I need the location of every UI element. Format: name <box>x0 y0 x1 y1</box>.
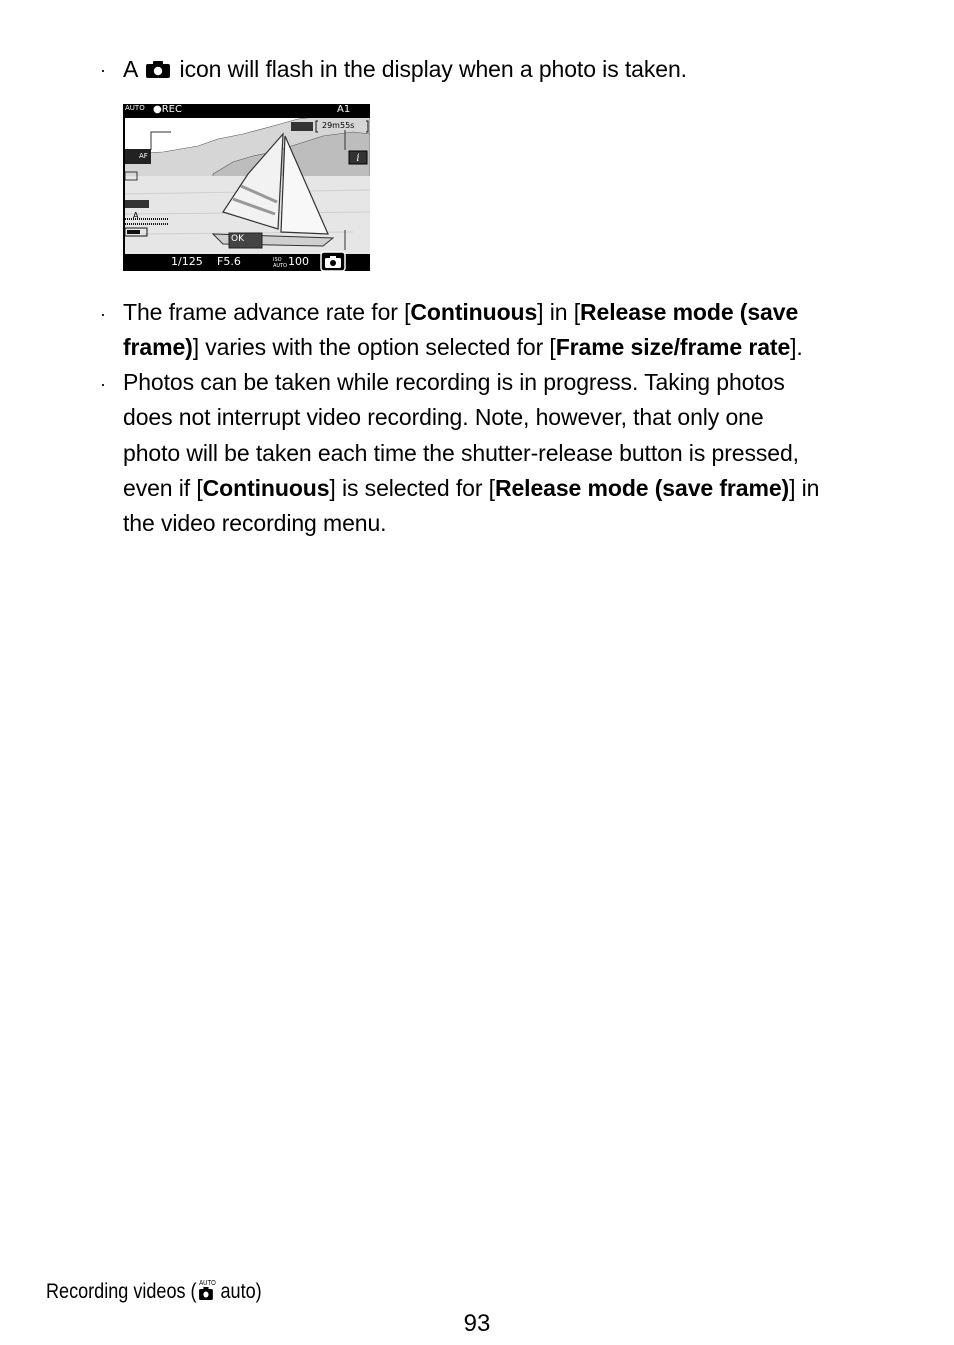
camera-display-illustration <box>123 104 370 271</box>
footer-label-after: auto) <box>215 1280 262 1303</box>
shutter-prefix: 1/ <box>171 255 182 268</box>
text-segment: A <box>123 56 144 82</box>
text-segment: ] in [ <box>537 299 581 325</box>
bold-term: Release mode (save <box>580 299 799 325</box>
paragraph-line <box>123 56 687 85</box>
bold-term: Release mode (save frame) <box>494 475 790 501</box>
ok-label: OK <box>231 234 244 244</box>
iso-value: 100 <box>288 255 309 268</box>
auto-camera-icon <box>197 1280 216 1302</box>
svg-text:i: i <box>356 153 360 164</box>
text-segment: the video recording menu. <box>123 510 387 536</box>
af-mode-label: AF <box>139 152 148 160</box>
bullet-marker: · <box>100 374 106 394</box>
footer-label-before: Recording videos ( <box>46 1280 197 1303</box>
shutter-value: 125 <box>181 255 203 268</box>
text-segment: even if [ <box>123 475 203 501</box>
footer-section-label <box>46 1280 262 1304</box>
aperture <box>217 256 241 267</box>
text-segment: ] varies with the option selected for [ <box>192 334 556 360</box>
time-remaining: 29m55s <box>322 121 355 130</box>
page-number: 93 <box>463 1310 491 1337</box>
rec-indicator: ●REC <box>153 104 182 115</box>
text-segment: ] in <box>789 475 820 501</box>
text-segment: ]. <box>790 334 803 360</box>
rec-label: REC <box>161 104 182 115</box>
af-area-value: A <box>133 211 139 220</box>
bold-term: Frame size/frame rate <box>555 334 791 360</box>
paragraph-line <box>123 299 798 326</box>
text-segment: ] is selected for [ <box>329 475 495 501</box>
paragraph-line <box>123 334 803 361</box>
iso-label: ISO AUTO <box>273 257 288 269</box>
bold-term: Continuous <box>202 475 330 501</box>
text-segment: does not interrupt video recording. Note, however, that only one <box>123 404 764 430</box>
paragraph-line <box>123 404 764 431</box>
auto-mode-label: AUTO <box>125 104 145 112</box>
camera-icon <box>145 58 171 85</box>
bold-term: Continuous <box>410 299 538 325</box>
paragraph-line <box>123 510 386 537</box>
bullet-marker: · <box>100 304 106 324</box>
paragraph-line <box>123 475 819 502</box>
bullet-marker: · <box>100 60 106 80</box>
paragraph-line <box>123 440 799 467</box>
shutter-speed <box>171 256 203 267</box>
text-segment: icon will flash in the display when a photo is taken. <box>173 56 687 82</box>
bold-term: frame) <box>123 334 193 360</box>
aperture-value: 5.6 <box>223 255 241 268</box>
text-segment: photo will be taken each time the shutter-release button is pressed, <box>123 440 799 466</box>
picture-control-value: A1 <box>337 104 351 115</box>
aperture-prefix: F <box>217 255 224 268</box>
auto-icon-text: AUTO <box>199 1280 216 1287</box>
text-segment: Photos can be taken while recording is in progress. Taking photos <box>123 369 785 395</box>
text-segment: The frame advance rate for [ <box>123 299 411 325</box>
paragraph-line <box>123 369 785 396</box>
